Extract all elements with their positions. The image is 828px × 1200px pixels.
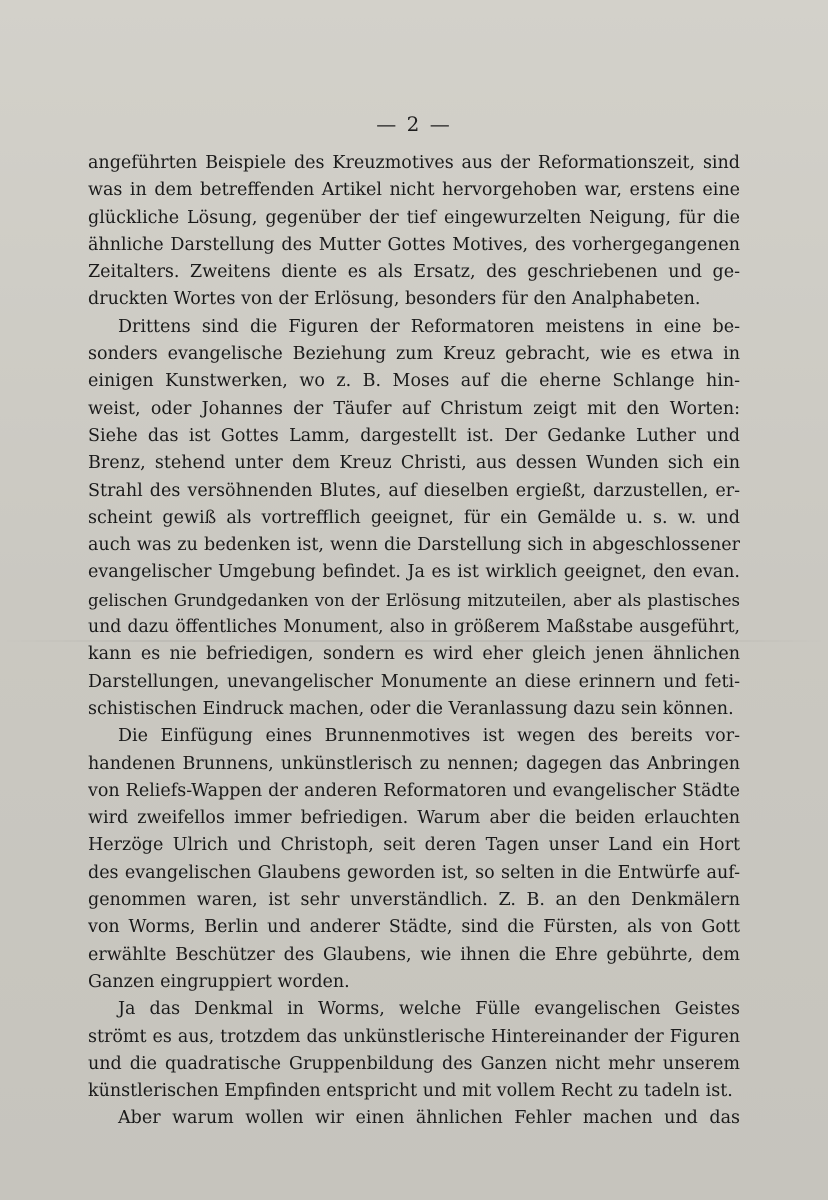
text-line: schistischen Eindruck machen, oder die Veranlassung dazu sein können.: [88, 698, 734, 719]
text-line: künstlerischen Empfinden entspricht und mit vollem Recht zu tadeln ist.: [88, 1081, 733, 1102]
paragraph-start-line: Ja das Denkmal in Worms, welche Fülle evangelischen Geistes: [118, 999, 740, 1020]
text-line: strömt es aus, trotzdem das unkünstlerische Hintereinander der Figuren: [88, 1026, 740, 1047]
text-line: erwählte Beschützer des Glaubens, wie ihnen die Ehre gebührte, dem: [88, 944, 740, 965]
text-line: Siehe das ist Gottes Lamm, dargestellt ist. Der Gedanke Luther und: [88, 425, 740, 446]
text-line: gelischen Grundgedanken von der Erlösung mitzuteilen, aber als plastisches: [88, 590, 740, 610]
text-line: Ganzen eingruppiert worden.: [88, 971, 350, 992]
page-number: — 2 —: [376, 112, 452, 136]
text-line: von Reliefs-Wappen der anderen Reformatoren und evangelischer Städte: [88, 780, 740, 801]
text-line: druckten Wortes von der Erlösung, besonders für den Analphabeten.: [88, 289, 701, 310]
paragraph-start-line: Die Einfügung eines Brunnenmotives ist wegen des bereits vor-: [118, 726, 740, 747]
text-line: Darstellungen, unevangelischer Monumente an diese erinnern und feti-: [88, 671, 740, 692]
text-line: was in dem betreffenden Artikel nicht hervorgehoben war, erstens eine: [88, 180, 740, 201]
text-line: wird zweifellos immer befriedigen. Warum aber die beiden erlauchten: [88, 808, 740, 829]
text-line: evangelischer Umgebung befindet. Ja es ist wirklich geeignet, den evan.: [88, 562, 740, 583]
text-line: kann es nie befriedigen, sondern es wird eher gleich jenen ähnlichen: [88, 644, 740, 665]
text-line: glückliche Lösung, gegenüber der tief eingewurzelten Neigung, für die: [88, 207, 740, 228]
text-line: weist, oder Johannes der Täufer auf Christum zeigt mit den Worten:: [88, 398, 740, 419]
text-line: des evangelischen Glaubens geworden ist, so selten in die Entwürfe auf-: [88, 862, 740, 883]
text-line: Herzöge Ulrich und Christoph, seit deren Tagen unser Land ein Hort: [88, 835, 740, 856]
text-line: genommen waren, ist sehr unverständlich. Z. B. an den Denkmälern: [88, 890, 740, 911]
text-line: Zeitalters. Zweitens diente es als Ersatz, des geschriebenen und ge-: [88, 262, 740, 283]
text-line: von Worms, Berlin und anderer Städte, sind die Fürsten, als von Gott: [88, 917, 740, 938]
text-line: auch was zu bedenken ist, wenn die Darstellung sich in abgeschlossener: [88, 535, 740, 556]
text-line: handenen Brunnens, unkünstlerisch zu nennen; dagegen das Anbringen: [88, 753, 740, 774]
text-line: Strahl des versöhnenden Blutes, auf dieselben ergießt, darzustellen, er-: [88, 480, 740, 501]
text-line: scheint gewiß als vortrefflich geeignet, für ein Gemälde u. s. w. und: [88, 507, 740, 528]
paragraph-start-line: Drittens sind die Figuren der Reformatoren meistens in eine be-: [118, 316, 740, 337]
text-line: und die quadratische Gruppenbildung des Ganzen nicht mehr unserem: [88, 1053, 740, 1074]
text-line: und dazu öffentliches Monument, also in größerem Maßstabe ausgeführt,: [88, 617, 740, 638]
text-line: einigen Kunstwerken, wo z. B. Moses auf die eherne Schlange hin-: [88, 371, 740, 392]
paragraph-start-line: Aber warum wollen wir einen ähnlichen Fehler machen und das: [118, 1108, 740, 1129]
body-text: [88, 150, 740, 1133]
text-line: sonders evangelische Beziehung zum Kreuz gebracht, wie es etwa in: [88, 344, 740, 365]
text-line: Brenz, stehend unter dem Kreuz Christi, aus dessen Wunden sich ein: [88, 453, 740, 474]
text-line: angeführten Beispiele des Kreuzmotives aus der Reformationszeit, sind: [88, 153, 740, 173]
text-line: ähnliche Darstellung des Mutter Gottes Motives, des vorhergegangenen: [88, 234, 740, 255]
